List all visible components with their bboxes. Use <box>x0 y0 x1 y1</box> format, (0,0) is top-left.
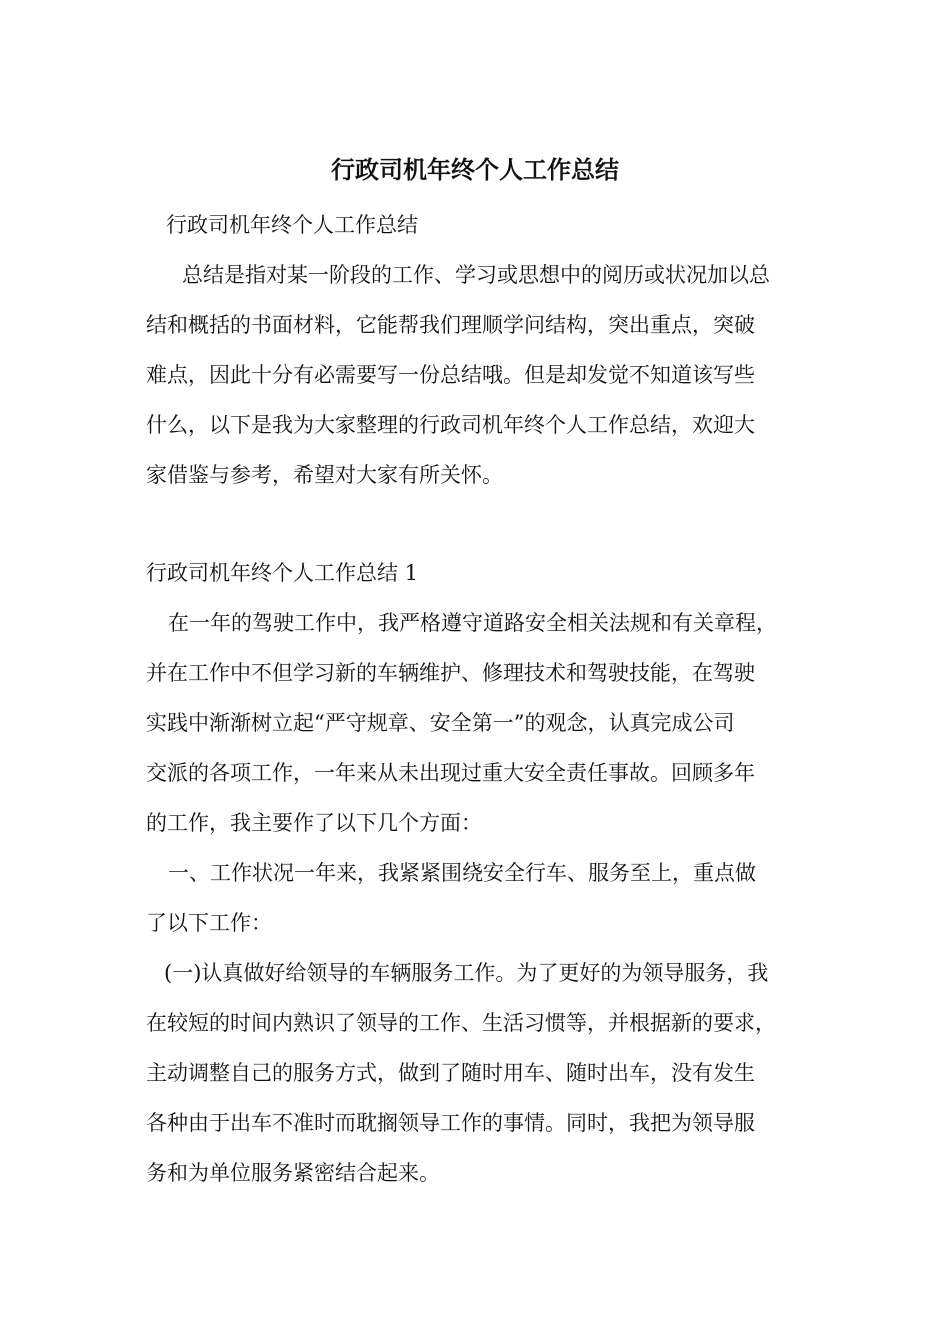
intro-line: 什么，以下是我为大家整理的行政司机年终个人工作总结，欢迎大 <box>146 413 755 437</box>
paragraph-line: 了以下工作： <box>146 911 272 935</box>
paragraph-line: 实践中渐渐树立起“严守规章、安全第一”的观念，认真完成公司 <box>146 711 735 735</box>
paragraph-line: 各种由于出车不准时而耽搁领导工作的事情。同时，我把为领导服 <box>146 1111 755 1135</box>
section-heading: 行政司机年终个人工作总结 1 <box>146 561 419 585</box>
paragraph-line: (一)认真做好给领导的车辆服务工作。为了更好的为领导服务，我 <box>164 961 769 985</box>
paragraph-line: 交派的各项工作，一年来从未出现过重大安全责任事故。回顾多年 <box>146 761 755 785</box>
paragraph-line: 并在工作中不但学习新的车辆维护、修理技术和驾驶技能，在驾驶 <box>146 661 755 685</box>
paragraph-line: 务和为单位服务紧密结合起来。 <box>146 1161 440 1185</box>
intro-line: 结和概括的书面材料，它能帮我们理顺学问结构，突出重点，突破 <box>146 313 755 337</box>
paragraph-line: 主动调整自己的服务方式，做到了随时用车、随时出车，没有发生 <box>146 1061 755 1085</box>
document-title: 行政司机年终个人工作总结 <box>331 155 619 184</box>
document-subtitle: 行政司机年终个人工作总结 <box>166 213 418 237</box>
paragraph-line: 一、工作状况一年来，我紧紧围绕安全行车、服务至上，重点做 <box>168 861 756 885</box>
intro-line: 难点，因此十分有必需要写一份总结哦。但是却发觉不知道该写些 <box>146 363 755 387</box>
paragraph-line: 在一年的驾驶工作中，我严格遵守道路安全相关法规和有关章程， <box>168 611 777 635</box>
paragraph-line: 的工作，我主要作了以下几个方面： <box>146 811 482 835</box>
paragraph-line: 在较短的时间内熟识了领导的工作、生活习惯等，并根据新的要求， <box>146 1011 776 1035</box>
intro-line: 总结是指对某一阶段的工作、学习或思想中的阅历或状况加以总 <box>182 263 770 287</box>
intro-line: 家借鉴与参考，希望对大家有所关怀。 <box>146 463 503 487</box>
